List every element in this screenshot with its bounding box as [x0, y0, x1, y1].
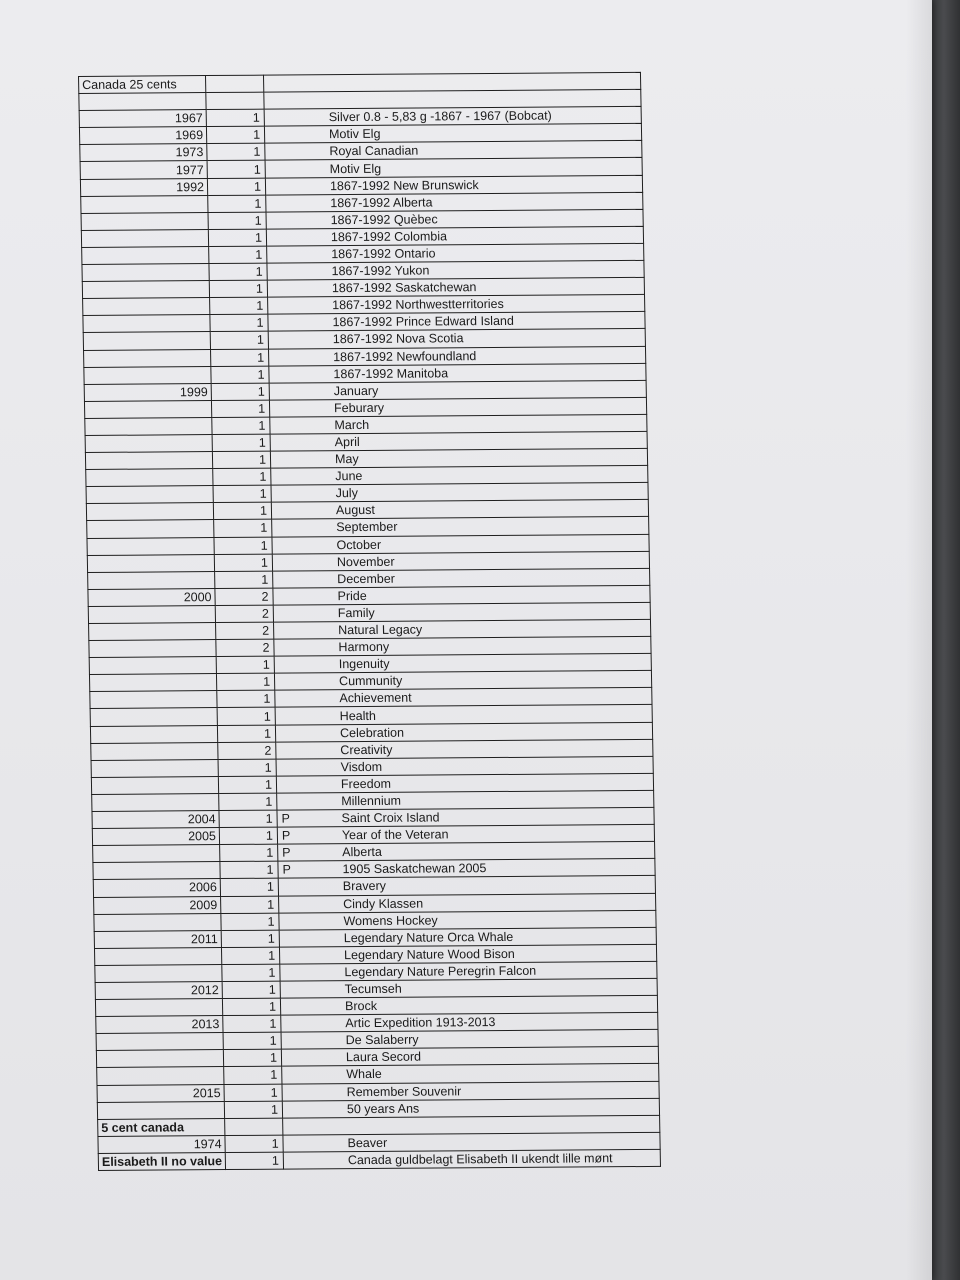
quantity-value: 1 [271, 1136, 279, 1151]
description-cell: 1867-1992 New Brunswick [265, 175, 642, 195]
description-cell: October [272, 534, 649, 554]
description-cell: May [270, 448, 647, 468]
description-cell: Canada guldbelagt Elisabeth II ukendt lille mønt [283, 1149, 660, 1169]
quantity-cell [221, 913, 279, 931]
description-cell: Motiv Elg [265, 158, 642, 178]
year-cell [94, 947, 221, 965]
year-cell: 1999 [84, 383, 211, 401]
description-cell: 1867-1992 Nova Scotia [268, 329, 645, 349]
quantity-value: 1 [256, 333, 264, 348]
description-cell: Celebration [275, 722, 652, 742]
quantity-value: 1 [268, 965, 276, 980]
description-cell: August [271, 500, 648, 520]
quantity-value: 2 [262, 623, 270, 638]
quantity-value: 1 [258, 418, 266, 433]
quantity-value: 1 [253, 162, 261, 177]
description-cell: Bravery [278, 876, 655, 896]
year-cell [84, 366, 211, 384]
quantity-value: 1 [271, 1153, 280, 1168]
quantity-value: 1 [261, 572, 269, 587]
year-cell [86, 469, 213, 487]
description-cell: 1905 Saskatchewan 2005 [278, 859, 655, 879]
description-cell: September [272, 517, 649, 537]
quantity-cell [219, 810, 291, 828]
description-cell: Alberta [278, 842, 655, 862]
description-cell: Year of the Veteran [277, 825, 654, 845]
quantity-value: 1 [253, 128, 261, 143]
quantity-cell [223, 1049, 281, 1067]
quantity-cell [223, 1032, 281, 1050]
blank-cell [79, 93, 206, 111]
description-cell: Family [273, 602, 650, 622]
description-cell: Remember Souvenir [282, 1081, 659, 1101]
quantity-cell [210, 297, 268, 315]
year-cell [86, 486, 213, 504]
quantity-cell [212, 434, 270, 452]
quantity-value: 1 [258, 452, 267, 467]
description-cell: Health [275, 705, 652, 725]
year-cell [88, 571, 215, 589]
year-cell [88, 605, 215, 623]
quantity-cell [209, 263, 267, 281]
quantity-value: 2 [262, 640, 270, 655]
description-cell: Laura Secord [281, 1047, 658, 1067]
description-cell: Cindy Klassen [279, 893, 656, 913]
year-cell [87, 554, 214, 572]
coin-row [98, 1149, 660, 1170]
description-cell: Silver 0.8 - 5,83 g -1867 - 1967 (Bobcat) [264, 107, 641, 127]
description-cell: Visdom [276, 756, 653, 776]
quantity-cell [210, 314, 268, 332]
description-cell: 1867-1992 Ontario [267, 243, 644, 263]
quantity-value: 2 [261, 589, 269, 604]
section-label: Elisabeth II no value [98, 1152, 225, 1170]
proof-mark: P [281, 828, 291, 843]
quantity-value: 1 [255, 247, 263, 262]
description-cell: 1867-1992 Manitoba [269, 363, 646, 383]
quantity-cell [206, 109, 264, 127]
quantity-cell [211, 383, 269, 401]
description-cell: Millennium [277, 790, 654, 810]
year-cell [90, 708, 217, 726]
year-cell [97, 1101, 224, 1119]
quantity-cell [213, 468, 271, 486]
quantity-cell [218, 742, 276, 760]
quantity-cell [207, 178, 265, 196]
quantity-value: 1 [268, 982, 276, 997]
year-cell: 2011 [94, 930, 221, 948]
quantity-cell [217, 691, 275, 709]
description-cell: April [270, 431, 647, 451]
quantity-cell [220, 861, 292, 879]
quantity-value: 1 [269, 1051, 278, 1066]
quantity-cell [225, 1135, 283, 1153]
year-cell [82, 264, 209, 282]
year-cell [81, 212, 208, 230]
quantity-value: 1 [265, 794, 273, 809]
description-cell: 1867-1992 Saskatchewan [267, 278, 644, 298]
year-cell [95, 964, 222, 982]
quantity-cell [219, 827, 291, 845]
year-cell [85, 435, 212, 453]
year-cell [86, 503, 213, 521]
quantity-value: 1 [263, 726, 272, 741]
quantity-value: 1 [253, 179, 262, 194]
proof-mark: P [282, 845, 291, 860]
description-cell: Natural Legacy [274, 619, 651, 639]
description-cell: 50 years Ans [282, 1098, 659, 1118]
quantity-cell [216, 673, 274, 691]
quantity-value: 1 [254, 196, 262, 211]
year-cell [96, 1050, 223, 1068]
table-title: Canada 25 cents [79, 76, 206, 94]
quantity-value: 1 [268, 948, 276, 963]
year-cell [82, 247, 209, 265]
quantity-cell [220, 844, 291, 862]
quantity-cell [211, 349, 269, 367]
quantity-cell [218, 759, 276, 777]
quantity-cell [223, 1015, 281, 1033]
quantity-value: 1 [256, 298, 264, 313]
description-cell: Whale [282, 1064, 659, 1084]
quantity-cell [220, 879, 278, 897]
quantity-value: 1 [263, 692, 271, 707]
description-cell: November [272, 551, 649, 571]
quantity-value: 1 [255, 281, 264, 296]
description-cell: Legendary Nature Wood Bison [279, 944, 656, 964]
year-cell: 2005 [92, 828, 219, 846]
year-cell [87, 520, 214, 538]
quantity-value: 1 [262, 657, 270, 672]
year-cell: 2012 [95, 982, 222, 1000]
year-cell [81, 195, 208, 213]
quantity-value: 1 [257, 350, 265, 365]
quantity-value: 1 [254, 230, 263, 245]
quantity-value: 1 [263, 675, 271, 690]
description-cell: 1867-1992 Newfoundland [268, 346, 645, 366]
blank-cell [225, 1118, 283, 1136]
year-cell [93, 862, 220, 880]
year-cell [90, 691, 217, 709]
description-cell: Legendary Nature Orca Whale [279, 927, 656, 947]
description-cell: Ingenuity [274, 654, 651, 674]
quantity-cell [224, 1101, 282, 1119]
year-cell [83, 332, 210, 350]
year-cell: 1969 [79, 127, 206, 145]
year-cell [81, 229, 208, 247]
quantity-value: 1 [260, 538, 268, 553]
description-cell: December [273, 568, 650, 588]
description-cell: 1867-1992 Northwestterritories [268, 295, 645, 315]
year-cell [94, 913, 221, 931]
quantity-value: 1 [259, 469, 267, 484]
year-cell: 1992 [80, 178, 207, 196]
quantity-value: 1 [252, 110, 260, 125]
quantity-cell [224, 1067, 282, 1085]
description-cell: Saint Croix Island [277, 807, 654, 827]
quantity-value: 1 [253, 145, 261, 160]
description-cell: Motiv Elg [264, 124, 641, 144]
year-cell [89, 640, 216, 658]
quantity-cell [214, 554, 272, 572]
quantity-value: 1 [264, 760, 272, 775]
quantity-cell [215, 588, 273, 606]
quantity-cell [217, 708, 275, 726]
description-cell: Freedom [276, 773, 653, 793]
quantity-value: 1 [266, 845, 274, 860]
description-cell: June [271, 466, 648, 486]
quantity-value: 1 [256, 316, 264, 331]
year-cell [96, 1033, 223, 1051]
quantity-value: 1 [259, 486, 267, 502]
quantity-value: 1 [270, 1102, 279, 1117]
quantity-cell [214, 537, 272, 555]
quantity-value: 1 [260, 521, 268, 536]
year-cell: 2006 [93, 879, 220, 897]
quantity-value: 1 [264, 777, 273, 792]
description-cell: March [270, 414, 647, 434]
section-title: 5 cent canada [98, 1118, 225, 1136]
year-cell: 2000 [88, 588, 215, 606]
description-cell: Creativity [276, 739, 653, 759]
quantity-cell [216, 656, 274, 674]
quantity-value: 1 [258, 401, 266, 416]
quantity-value: 1 [257, 384, 265, 399]
year-cell: 2009 [94, 896, 221, 914]
year-cell [89, 657, 216, 675]
year-cell: 1967 [79, 110, 206, 128]
quantity-cell [211, 366, 269, 384]
description-cell: January [269, 380, 646, 400]
year-cell [97, 1067, 224, 1085]
quantity-cell [221, 930, 279, 948]
quantity-cell [222, 998, 280, 1016]
quantity-value: 1 [263, 709, 271, 724]
quantity-cell [218, 776, 276, 794]
year-cell [89, 623, 216, 641]
description-cell: Artic Expedition 1913-2013 [281, 1013, 658, 1033]
quantity-value: 1 [269, 1016, 277, 1031]
quantity-cell [213, 502, 271, 520]
year-cell [83, 298, 210, 316]
year-cell [91, 776, 218, 794]
quantity-value: 1 [265, 828, 274, 843]
year-cell: 2004 [92, 811, 219, 829]
quantity-value: 1 [254, 213, 262, 228]
quantity-value: 1 [258, 435, 266, 450]
year-cell: 2013 [96, 1016, 223, 1034]
description-cell: Cummunity [274, 671, 651, 691]
quantity-cell [207, 144, 265, 162]
coin-inventory-document [78, 72, 660, 1171]
quantity-value: 1 [267, 914, 275, 929]
description-cell: Feburary [269, 397, 646, 417]
description-cell: Royal Canadian [265, 141, 642, 161]
quantity-cell [214, 520, 272, 538]
year-cell: 1977 [80, 161, 207, 179]
description-cell: 1867-1992 Alberta [266, 192, 643, 212]
quantity-value: 1 [269, 1033, 277, 1049]
blank-cell [205, 75, 263, 93]
quantity-cell [208, 195, 266, 213]
year-cell [89, 674, 216, 692]
quantity-cell [225, 1152, 283, 1170]
year-cell: 1974 [98, 1135, 225, 1153]
description-cell: 1867-1992 Colombia [266, 226, 643, 246]
quantity-value: 1 [266, 863, 274, 878]
quantity-cell [215, 605, 273, 623]
quantity-cell [208, 212, 266, 230]
quantity-cell [221, 947, 279, 965]
quantity-value: 1 [257, 367, 265, 382]
description-cell: Tecumseh [280, 978, 657, 998]
description-cell: Pride [273, 585, 650, 605]
quantity-cell [216, 622, 274, 640]
description-cell: Harmony [274, 636, 651, 656]
quantity-cell [222, 964, 280, 982]
year-cell [85, 417, 212, 435]
description-cell: De Salaberry [281, 1030, 658, 1050]
year-cell [93, 845, 220, 863]
year-cell [91, 759, 218, 777]
year-cell [84, 349, 211, 367]
quantity-cell [209, 246, 267, 264]
quantity-cell [208, 229, 266, 247]
quantity-cell [213, 485, 271, 503]
quantity-cell [206, 126, 264, 144]
coin-table-body [79, 72, 661, 1170]
year-cell: 2015 [97, 1084, 224, 1102]
description-cell: 1867-1992 Quèbec [266, 209, 643, 229]
coin-inventory-table [78, 72, 661, 1171]
quantity-value: 1 [265, 811, 273, 826]
year-cell [83, 315, 210, 333]
quantity-value: 1 [255, 264, 263, 279]
year-cell [95, 999, 222, 1017]
description-cell: July [271, 483, 648, 503]
quantity-value: 1 [268, 999, 277, 1014]
quantity-value: 1 [270, 1085, 278, 1100]
quantity-value: 1 [266, 880, 274, 895]
quantity-cell [210, 332, 268, 350]
proof-mark: P [282, 862, 292, 877]
quantity-cell [212, 451, 270, 469]
quantity-cell [216, 639, 274, 657]
year-cell [91, 742, 218, 760]
quantity-cell [219, 793, 277, 811]
description-cell: Achievement [275, 688, 652, 708]
year-cell [92, 794, 219, 812]
quantity-cell [221, 896, 279, 914]
quantity-value: 1 [259, 504, 268, 519]
quantity-cell [209, 280, 267, 298]
year-cell [84, 400, 211, 418]
quantity-value: 2 [264, 743, 272, 758]
year-cell [82, 281, 209, 299]
description-cell: 1867-1992 Yukon [267, 260, 644, 280]
quantity-cell [212, 417, 270, 435]
quantity-cell [217, 725, 275, 743]
year-cell: 1973 [80, 144, 207, 162]
description-cell: Beaver [283, 1132, 660, 1152]
quantity-value: 1 [270, 1068, 278, 1083]
description-cell: 1867-1992 Prince Edward Island [268, 312, 645, 332]
quantity-value: 1 [267, 931, 275, 946]
description-cell: Legendary Nature Peregrin Falcon [280, 961, 657, 981]
year-cell [87, 537, 214, 555]
description-cell: Womens Hockey [279, 910, 656, 930]
year-cell [90, 725, 217, 743]
paper-shadow [906, 0, 932, 1280]
year-cell [85, 452, 212, 470]
proof-mark: P [281, 811, 291, 826]
quantity-cell [211, 400, 269, 418]
quantity-cell [207, 161, 265, 179]
quantity-cell [224, 1084, 282, 1102]
blank-cell [206, 92, 264, 110]
quantity-value: 2 [261, 606, 269, 621]
description-cell: Brock [280, 995, 657, 1015]
quantity-value: 1 [260, 555, 269, 570]
quantity-cell [222, 981, 280, 999]
quantity-value: 1 [267, 897, 275, 912]
quantity-cell [215, 571, 273, 589]
